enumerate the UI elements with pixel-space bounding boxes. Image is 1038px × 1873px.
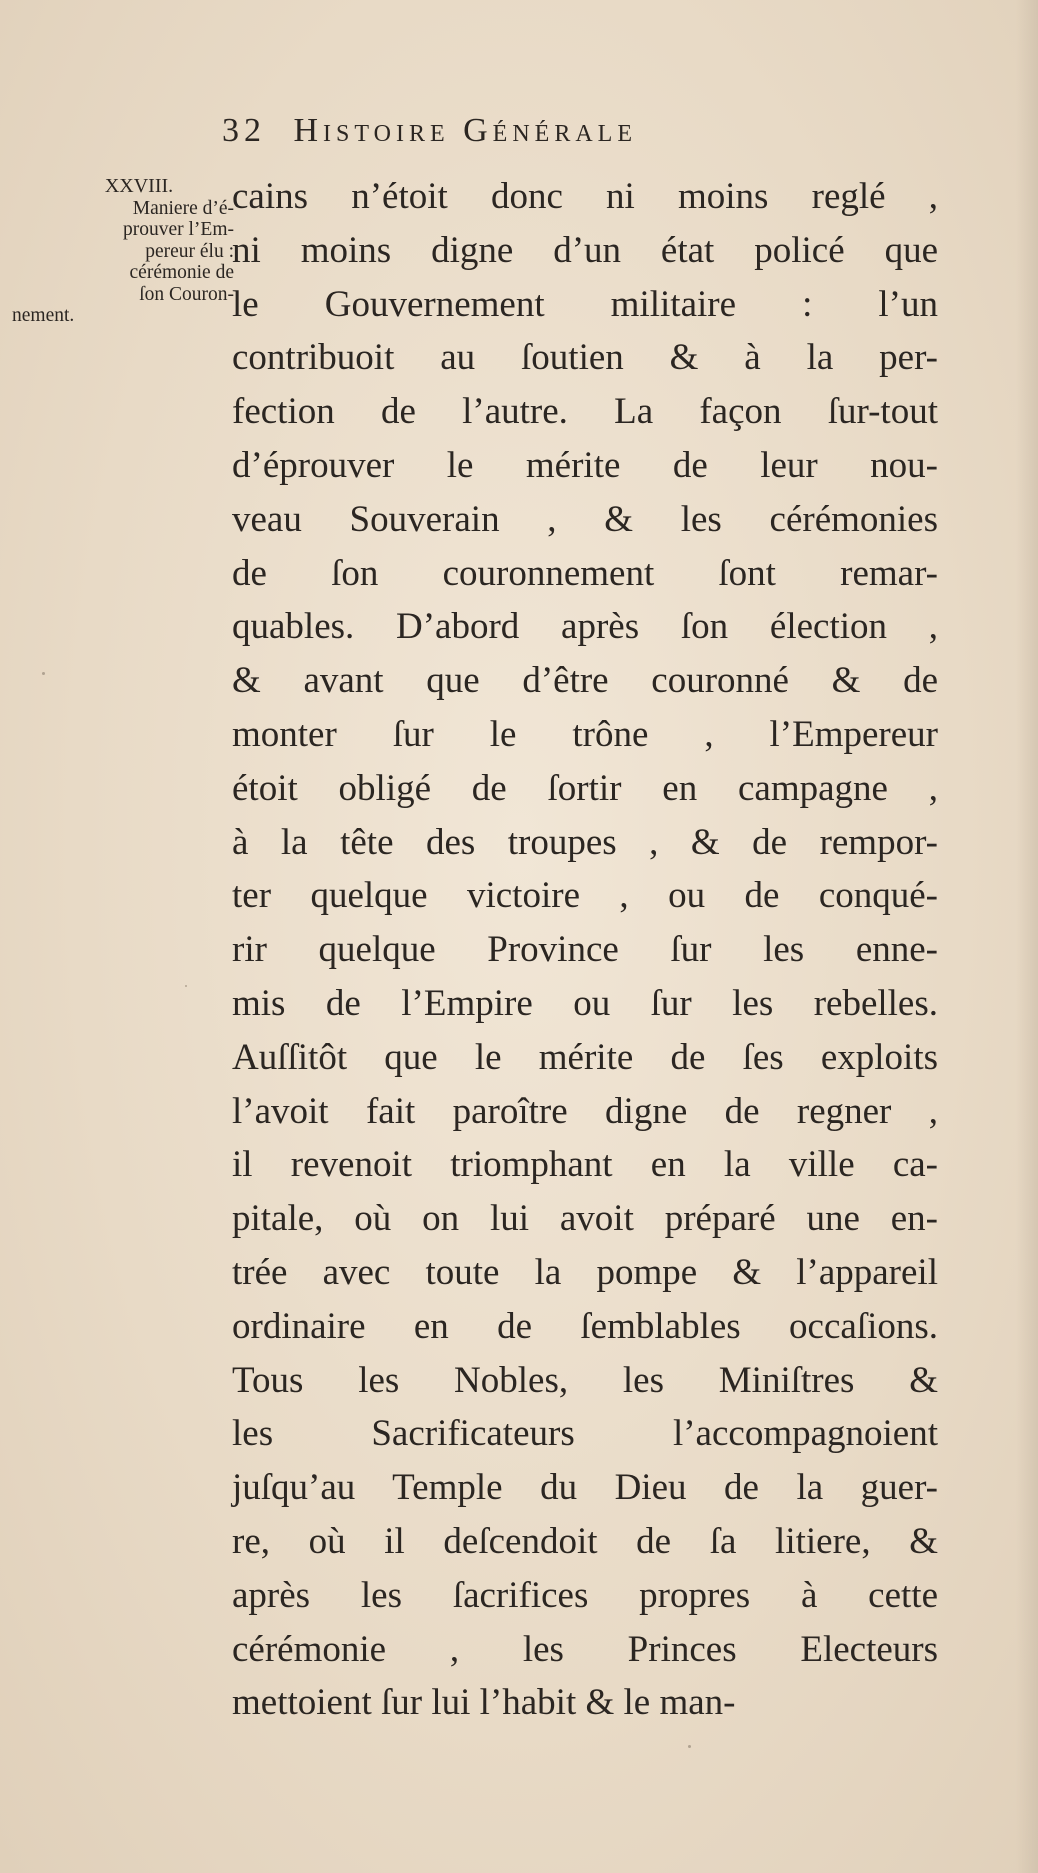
text-line: trée avec toute la pompe & l’appareil <box>232 1251 938 1293</box>
text-line: mis de l’Empire ou ſur les rebelles. <box>232 982 938 1024</box>
text-line: Tous les Nobles, les Miniſtres & <box>232 1359 938 1401</box>
paper-speck <box>42 672 45 675</box>
text-line: d’éprouver le mérite de leur nou- <box>232 444 938 486</box>
text-line: re, où il deſcendoit de ſa litiere, & <box>232 1520 938 1562</box>
text-line: monter ſur le trône , l’Empereur <box>232 713 938 755</box>
text-line: de ſon couronnement ſont remar- <box>232 552 938 594</box>
text-line: ni moins digne d’un état policé que <box>232 229 938 271</box>
paper-speck <box>688 1745 691 1748</box>
text-line: les Sacrificateurs l’accompagnoient <box>232 1413 938 1455</box>
margin-note-line: cérémonie de <box>129 262 234 283</box>
running-title: Histoire Générale <box>293 112 637 149</box>
text-line: fection de l’autre. La façon ſur-tout <box>232 391 938 433</box>
margin-note-line: ſon Couron- <box>139 283 234 305</box>
text-line: le Gouvernement militaire : l’un <box>232 283 938 325</box>
marginal-note <box>4 176 234 327</box>
page-number: 32 <box>222 112 266 149</box>
text-line: il revenoit triomphant en la ville ca- <box>232 1144 938 1186</box>
margin-note-line: Maniere d’é- <box>132 197 234 219</box>
text-line: cains n’étoit donc ni moins reglé , <box>232 176 938 217</box>
text-line: après les ſacrifices propres à cette <box>232 1574 938 1616</box>
text-line: l’avoit fait paroître digne de regner , <box>232 1090 938 1132</box>
page-gutter-shadow <box>1016 0 1038 1873</box>
text-line: étoit obligé de ſortir en campagne , <box>232 767 938 809</box>
text-line: veau Souverain , & les cérémonies <box>232 498 938 540</box>
margin-note-section-number: XXVIII. <box>104 175 174 197</box>
text-line: quables. D’abord après ſon élection , <box>232 606 938 648</box>
text-line: rir quelque Province ſur les enne- <box>232 929 938 971</box>
paper-speck <box>185 985 187 987</box>
text-line: cérémonie , les Princes Electeurs <box>232 1628 938 1670</box>
text-line: à la tête des troupes , & de rempor- <box>232 821 938 863</box>
margin-note-line: pereur élu : <box>145 240 234 262</box>
text-line: & avant que d’être couronné & de <box>232 660 938 702</box>
text-line: juſqu’au Temple du Dieu de la guer- <box>232 1467 938 1509</box>
text-line: contribuoit au ſoutien & à la per- <box>232 337 938 379</box>
text-line: Auſſitôt que le mérite de ſes exploits <box>232 1036 938 1078</box>
margin-note-line: nement. <box>12 305 75 326</box>
main-text-block <box>232 170 938 1730</box>
text-line: mettoient ſur lui l’habit & le man- <box>232 1682 736 1724</box>
margin-note-line: prouver l’Em- <box>122 219 234 240</box>
text-line: ordinaire en de ſemblables occaſions. <box>232 1305 938 1347</box>
text-line: pitale, où on lui avoit préparé une en- <box>232 1198 938 1240</box>
text-line: ter quelque victoire , ou de conqué- <box>232 875 938 917</box>
running-header <box>222 112 862 156</box>
